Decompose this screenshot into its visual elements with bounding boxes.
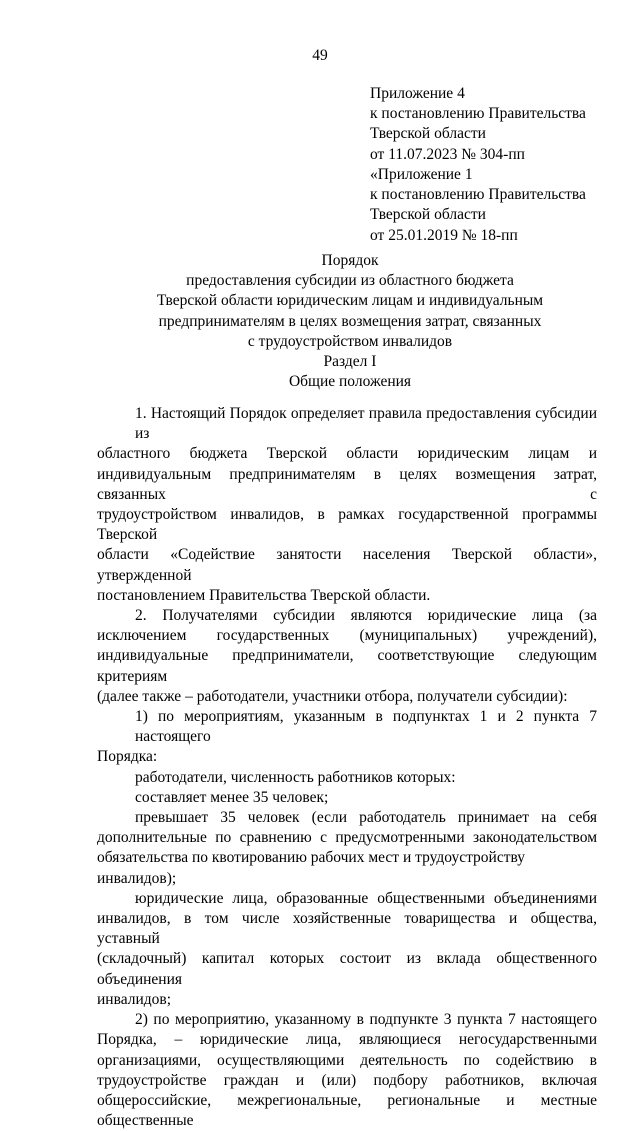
text-line: области «Содействие занятости населения Тверской области», утвержденной	[97, 546, 597, 584]
text-line: превышает 35 человек (если работодатель принимает на себя	[135, 809, 597, 827]
title-line: Тверской области юридическим лицам и индивидуальным	[156, 292, 544, 310]
text-line: общероссийские, межрегиональные, региональные и местные общественные	[97, 1091, 597, 1130]
paragraph-1	[97, 404, 597, 606]
paragraph-5	[97, 788, 597, 808]
text-line: трудоустройством инвалидов, в рамках государственной программы Тверской	[97, 506, 597, 544]
page-number: 49	[312, 47, 328, 64]
paragraph-4	[97, 768, 597, 788]
text-line: постановлением Правительства Тверской области.	[97, 586, 431, 604]
title-line: с трудоустройством инвалидов	[247, 332, 453, 350]
text-line: Порядка, – юридические лица, являющиеся негосударственными	[97, 1031, 597, 1049]
text-line: (складочный) капитал которых состоит из вклада общественного объединения	[97, 950, 597, 988]
title-line: Порядок	[321, 252, 379, 269]
text-line: работодатели, численность работников которых:	[135, 768, 456, 786]
text-line: индивидуальные предприниматели, соответствующие следующим критериям	[97, 647, 597, 685]
text-line: юридические лица, образованные общественными объединениями	[135, 889, 597, 907]
text-line: областного бюджета Тверской области юридическим лицам и	[97, 445, 597, 463]
paragraph-8	[97, 1010, 597, 1131]
annex-original-line: к постановлению Правительства	[370, 186, 586, 204]
text-line: трудоустройстве граждан и (или) подбору работников, включая	[97, 1071, 597, 1089]
paragraph-6	[97, 808, 597, 889]
paragraph-2	[97, 606, 597, 707]
text-line: инвалидов;	[97, 990, 172, 1008]
annex-original-line: Тверской области	[370, 206, 486, 224]
text-line: 2. Получателями субсидии являются юридические лица (за	[135, 607, 597, 625]
annex-header	[370, 84, 630, 165]
text-line: индивидуальным предпринимателям в целях возмещения затрат, связанных с	[97, 465, 597, 503]
section-name: Общие положения	[288, 373, 412, 391]
section-number: Раздел I	[323, 353, 377, 370]
paragraph-7	[97, 889, 597, 1010]
text-line: 1) по мероприятиям, указанным в подпунктах 1 и 2 пункта 7 настоящего	[135, 708, 597, 746]
annex-original-reference	[370, 165, 630, 246]
annex-original-line: от 25.01.2019 № 18-пп	[370, 226, 518, 244]
text-line: составляет менее 35 человек;	[135, 788, 329, 806]
text-line: 2) по мероприятию, указанному в подпункте 3 пункта 7 настоящего	[135, 1011, 597, 1029]
annex-header-line: к постановлению Правительства	[370, 105, 586, 123]
text-line: (далее также – работодатели, участники отбора, получатели субсидии):	[97, 687, 568, 705]
section-heading	[110, 352, 590, 392]
text-line: Порядка:	[97, 748, 158, 766]
text-line: дополнительные по сравнению с предусмотренными законодательством	[97, 829, 597, 847]
title-line: предоставления субсидии из областного бюджета	[186, 272, 514, 290]
text-line: 1. Настоящий Порядок определяет правила предоставления субсидии из	[135, 405, 597, 443]
text-line: обязательства по квотированию рабочих мест и трудоустройству инвалидов);	[97, 849, 526, 887]
text-line: инвалидов, в том числе хозяйственные товарищества и общества, уставный	[97, 910, 597, 948]
title-line: предпринимателям в целях возмещения затрат, связанных	[158, 312, 542, 330]
annex-header-line: от 11.07.2023 № 304-пп	[370, 145, 525, 163]
annex-header-line: Приложение 4	[370, 85, 465, 102]
document-title	[110, 251, 590, 352]
document-body	[97, 404, 597, 1131]
annex-original-line: «Приложение 1	[370, 166, 473, 183]
text-line: исключением государственных (муниципальных) учреждений),	[97, 627, 597, 645]
text-line: организациями, осуществляющими деятельность по содействию в	[97, 1051, 597, 1069]
annex-header-line: Тверской области	[370, 125, 486, 143]
paragraph-3	[97, 707, 597, 768]
